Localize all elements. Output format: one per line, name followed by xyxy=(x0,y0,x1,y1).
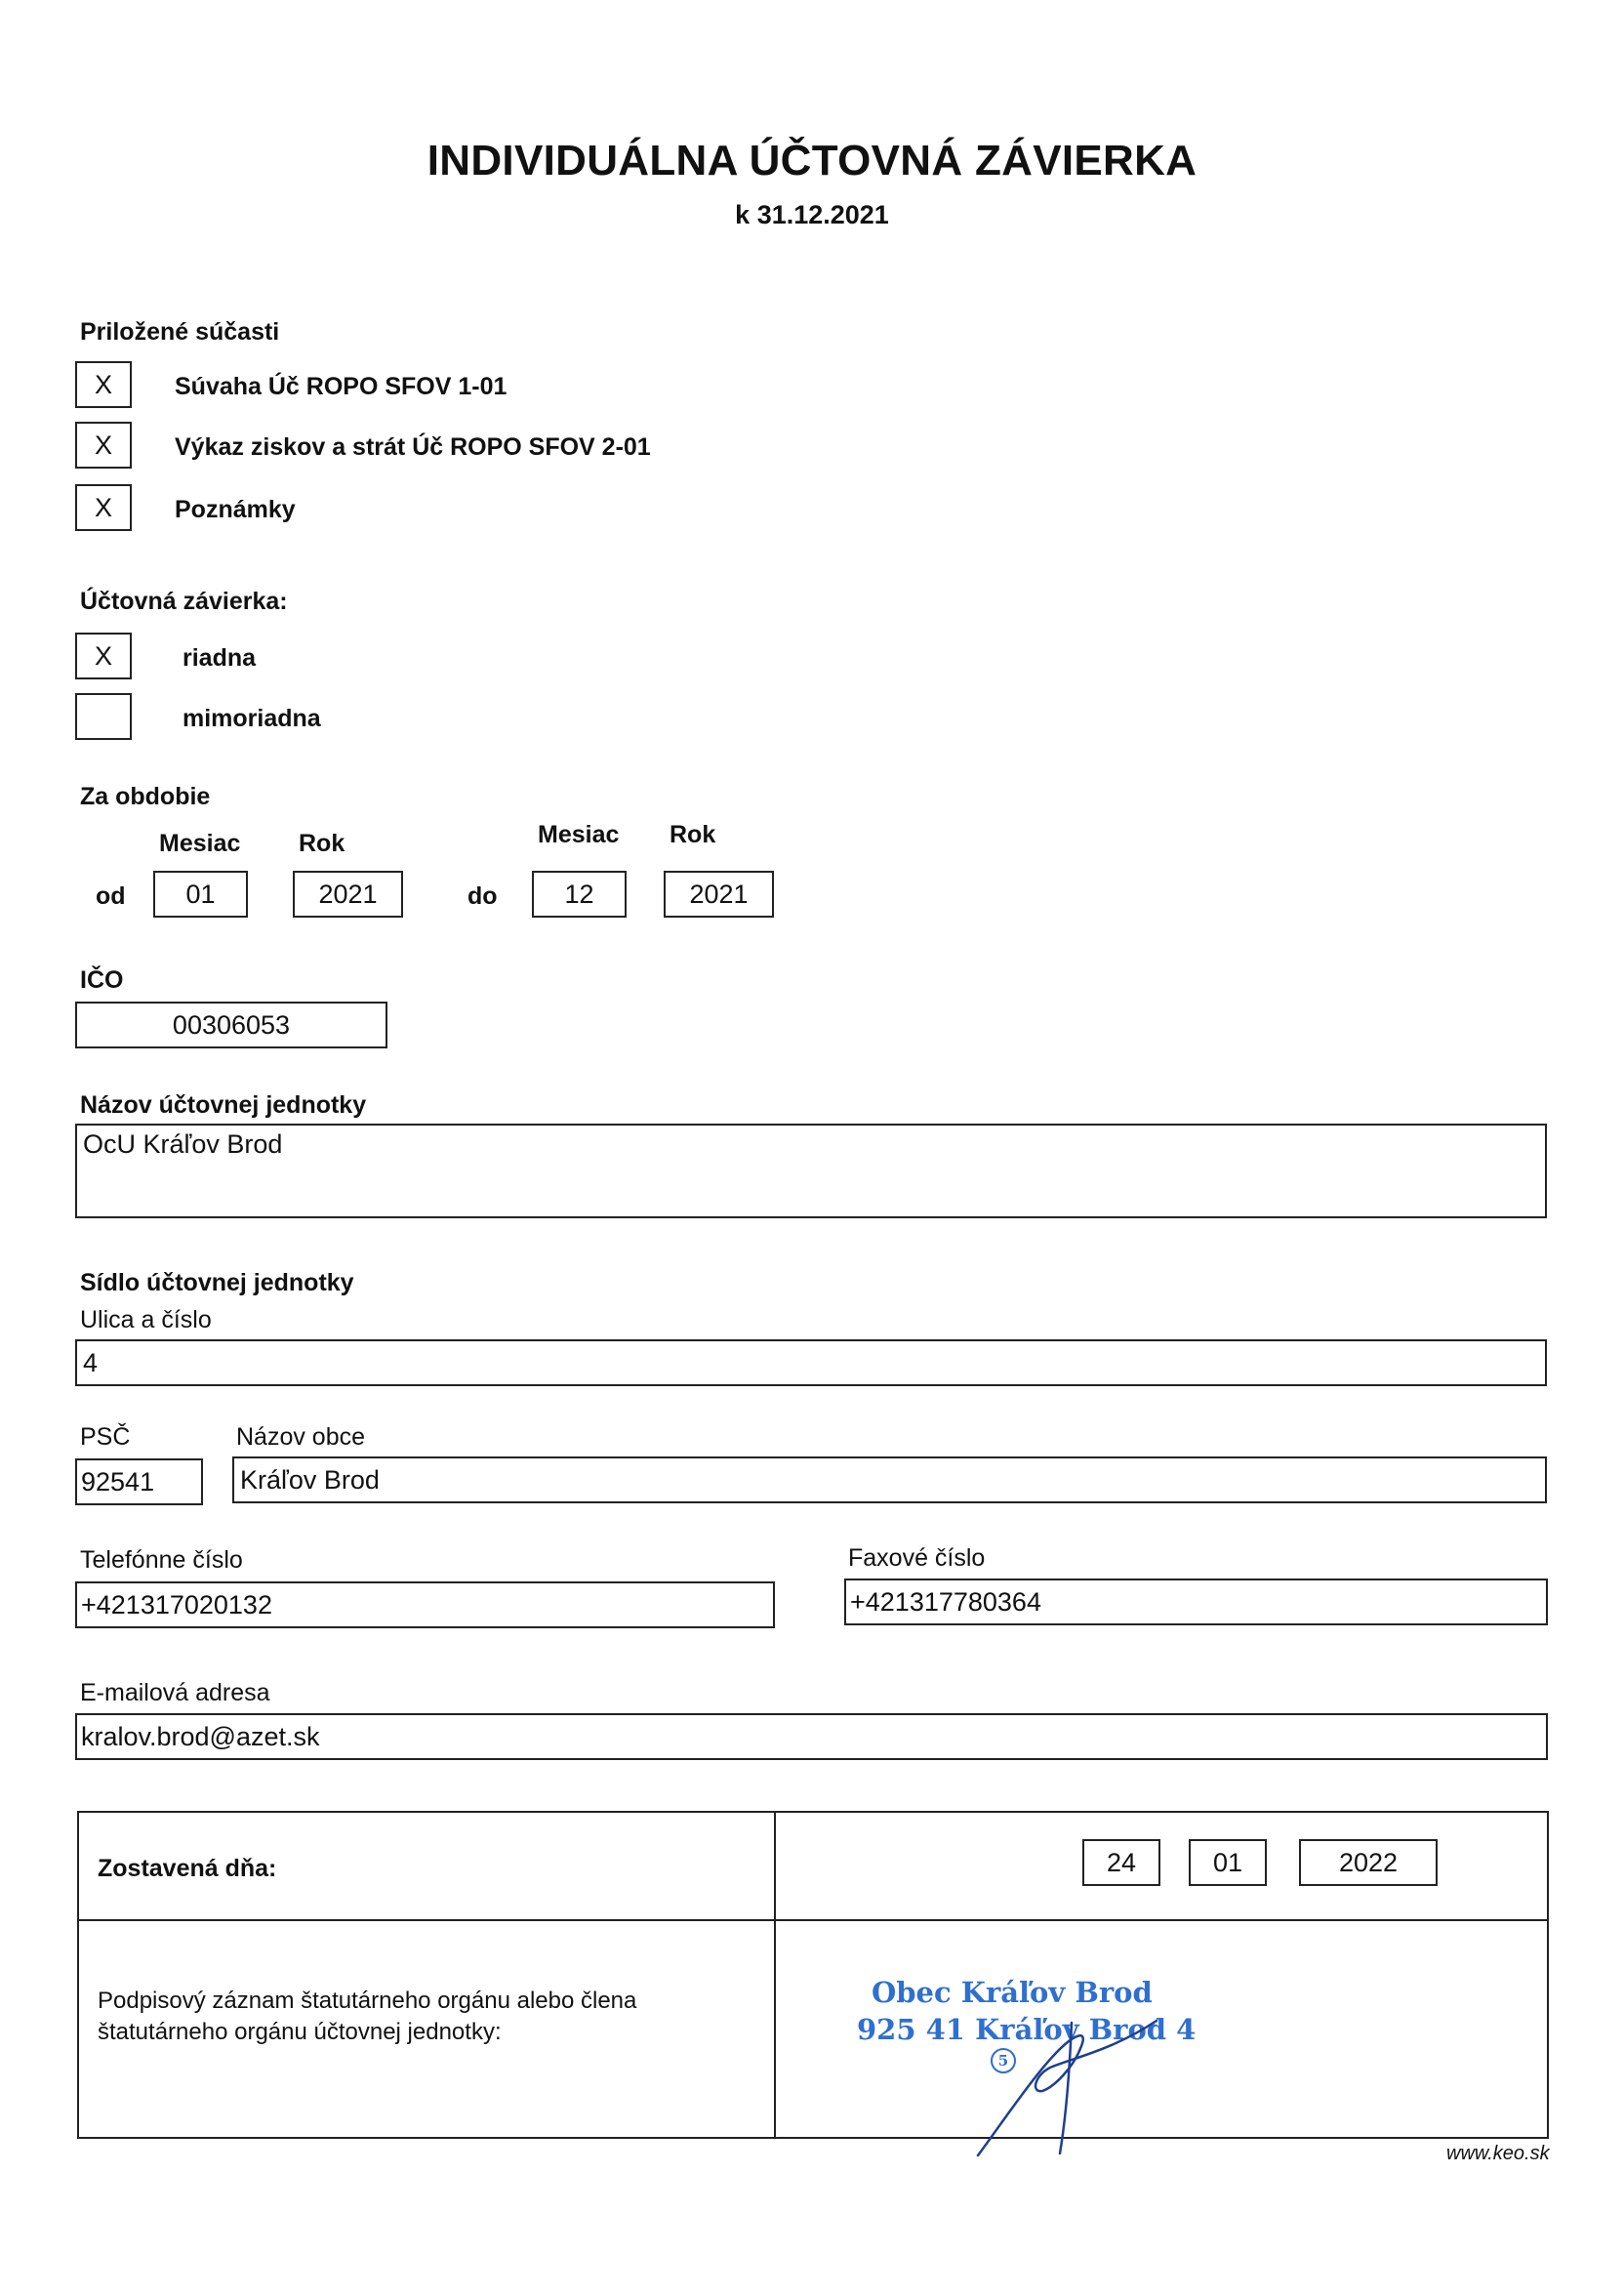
city-label: Názov obce xyxy=(236,1423,366,1451)
compiled-label: Zostavená dňa: xyxy=(98,1855,277,1882)
to-label: do xyxy=(467,882,498,910)
to-month-field[interactable]: 12 xyxy=(532,871,627,918)
from-month-label: Mesiac xyxy=(159,830,241,857)
attached-heading: Priložené súčasti xyxy=(80,318,280,346)
psc-label: PSČ xyxy=(80,1423,131,1451)
document-title: INDIVIDUÁLNA ÚČTOVNÁ ZÁVIERKA xyxy=(426,137,1198,184)
from-label: od xyxy=(96,882,126,910)
footer-website[interactable]: www.keo.sk xyxy=(1446,2143,1550,2164)
from-year-label: Rok xyxy=(299,830,345,857)
entity-name-field[interactable]: OcU Kráľov Brod xyxy=(75,1124,1547,1218)
handwritten-signature xyxy=(966,1982,1181,2157)
stamp-mark: 5 xyxy=(991,2048,1016,2073)
ico-field[interactable]: 00306053 xyxy=(75,1002,387,1048)
phone-field[interactable]: +421317020132 xyxy=(75,1581,775,1628)
table-horizontal-divider xyxy=(77,1919,1549,1921)
to-year-label: Rok xyxy=(670,821,716,848)
seat-heading: Sídlo účtovnej jednotky xyxy=(80,1269,354,1296)
email-field[interactable]: kralov.brod@azet.sk xyxy=(75,1713,1548,1760)
label-balance-sheet: Súvaha Úč ROPO SFOV 1-01 xyxy=(175,373,508,400)
entity-name-label: Názov účtovnej jednotky xyxy=(80,1091,367,1119)
phone-label: Telefónne číslo xyxy=(80,1546,243,1574)
street-label: Ulica a číslo xyxy=(80,1306,212,1333)
stamp-line1: Obec Kráľov Brod xyxy=(872,1976,1153,2009)
checkbox-regular[interactable]: X xyxy=(75,633,132,679)
signature-label-line1: Podpisový záznam štatutárneho orgánu alebo člena xyxy=(98,1988,637,2014)
from-year-field[interactable]: 2021 xyxy=(293,871,403,918)
compiled-month-field[interactable]: 01 xyxy=(1189,1839,1267,1886)
stamp-line2: 925 41 Kráľov Brod 4 xyxy=(857,2013,1197,2046)
email-label: E-mailová adresa xyxy=(80,1679,270,1706)
compiled-year-field[interactable]: 2022 xyxy=(1299,1839,1438,1886)
checkbox-extraordinary[interactable] xyxy=(75,693,132,740)
from-month-field[interactable]: 01 xyxy=(153,871,248,918)
period-heading: Za obdobie xyxy=(80,783,211,810)
checkbox-profit-loss[interactable]: X xyxy=(75,422,132,469)
checkbox-balance-sheet[interactable]: X xyxy=(75,361,132,408)
signature-label-line2: štatutárneho orgánu účtovnej jednotky: xyxy=(98,2019,502,2045)
label-extraordinary: mimoriadna xyxy=(183,705,321,732)
street-field[interactable]: 4 xyxy=(75,1339,1547,1386)
table-vertical-divider xyxy=(774,1811,776,2139)
fax-field[interactable]: +421317780364 xyxy=(844,1578,1548,1625)
checkbox-notes[interactable]: X xyxy=(75,484,132,531)
label-notes: Poznámky xyxy=(175,496,296,523)
to-year-field[interactable]: 2021 xyxy=(664,871,774,918)
label-regular: riadna xyxy=(183,644,257,672)
fax-label: Faxové číslo xyxy=(848,1544,986,1572)
psc-field[interactable]: 92541 xyxy=(75,1458,203,1505)
compiled-day-field[interactable]: 24 xyxy=(1082,1839,1160,1886)
closing-heading: Účtovná závierka: xyxy=(80,588,288,615)
city-field[interactable]: Kráľov Brod xyxy=(232,1456,1547,1503)
ico-label: IČO xyxy=(80,966,124,994)
label-profit-loss: Výkaz ziskov a strát Úč ROPO SFOV 2-01 xyxy=(175,433,651,461)
document-date: k 31.12.2021 xyxy=(735,200,889,229)
to-month-label: Mesiac xyxy=(538,821,620,848)
